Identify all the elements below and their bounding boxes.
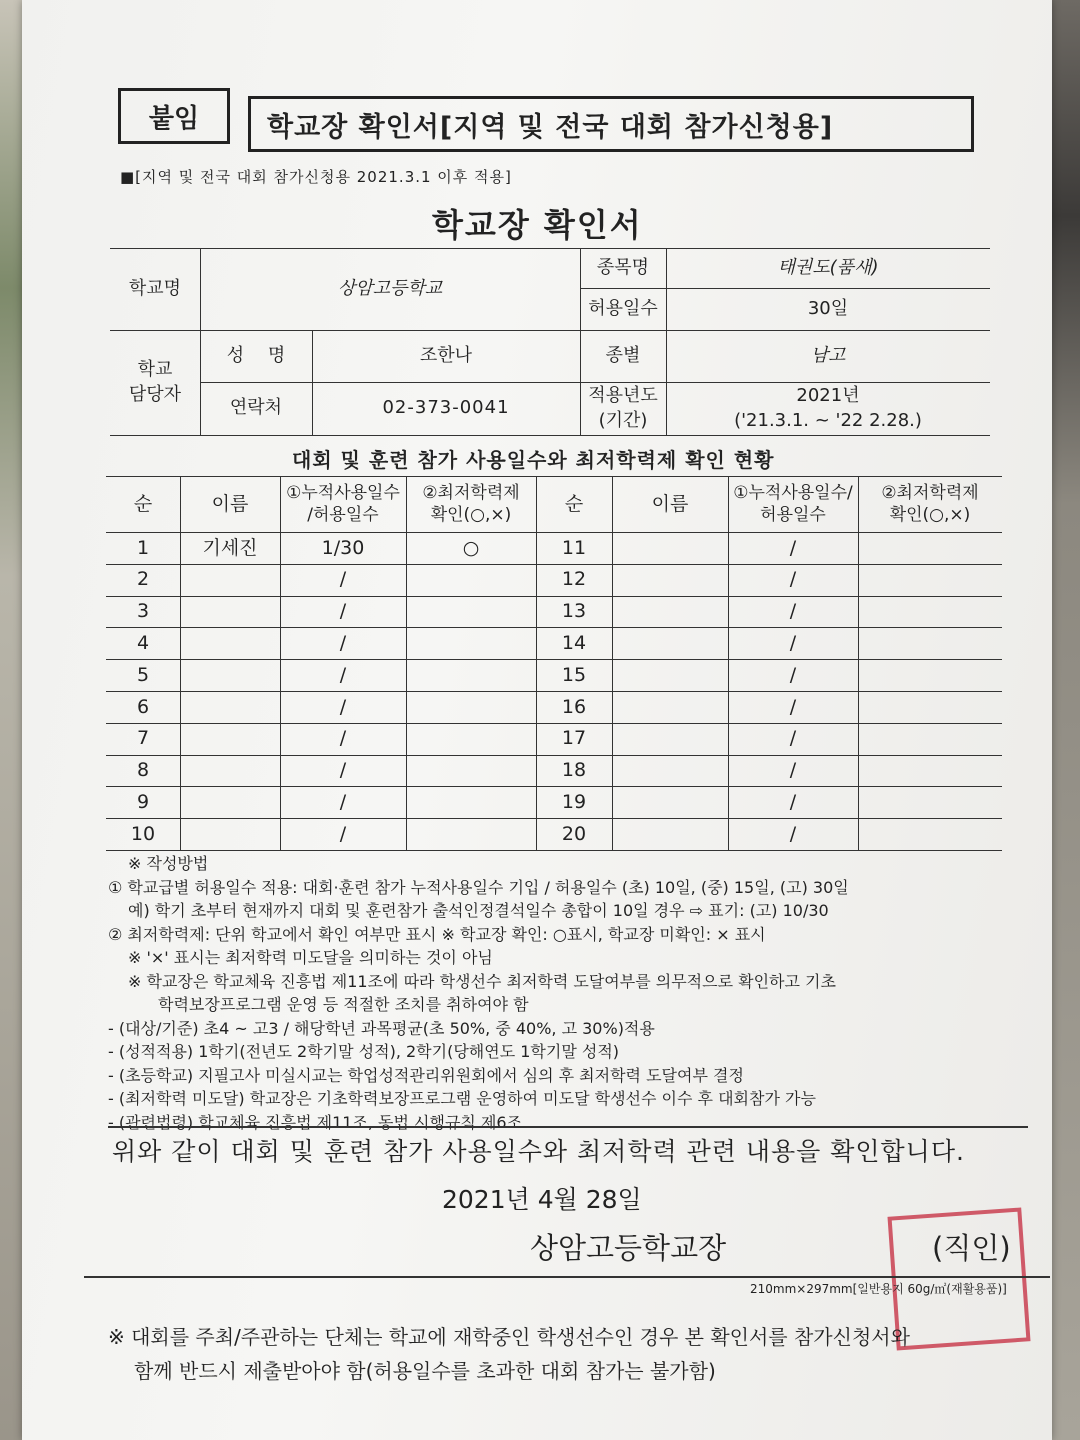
table-cell-name [180,755,280,787]
table-cell-no: 6 [136,695,150,718]
table-cell-name [180,786,280,818]
table-cell-usage: / [789,663,797,686]
method-line: 학력보장프로그램 운영 등 적절한 조치를 취하여야 함 [158,995,529,1014]
table-cell-no: 18 [561,759,587,782]
table-cell-usage: / [339,568,347,591]
usage-status-table [106,476,1002,850]
col-header-academic: ②최저학력제 확인(○,×) [422,482,520,525]
table-cell-usage: / [789,759,797,782]
table-cell-no: 13 [561,600,587,623]
form-title: 학교장 확인서 [432,206,643,244]
table-cell-no: 20 [561,822,587,845]
method-line: ※ 학교장은 학교체육 진흥법 제11조에 따라 학생선수 최저학력 도달여부를 의무적으로 확인하고 기초 [128,971,836,991]
table-cell-usage: / [339,600,347,623]
table-cell-no: 9 [136,790,150,813]
table-cell-no: 2 [136,568,150,591]
paper-spec: 210mm×297mm[일반용지 60g/㎡(재활용품)] [750,1282,1007,1296]
table-cell-usage: / [339,790,347,813]
table-cell-usage: / [789,600,797,623]
table-cell-check [858,755,1002,787]
col-header-no-2: 순 [564,492,584,515]
table-cell-name [180,691,280,723]
category-label: 종별 [605,344,641,366]
table-cell-name [180,723,280,755]
table-cell-no: 16 [561,695,587,718]
method-line: - (최저학력 미도달) 학교장은 기초학력보장프로그램 운영하여 미도달 학생선수 이수 후 대회참가 가능 [108,1089,816,1108]
method-line: - (대상/기준) 초4 ~ 고3 / 해당학년 과목평균(초 50%, 중 40%, 고 30%)적용 [108,1018,655,1038]
table-cell-check [858,596,1002,628]
table-cell-check [858,691,1002,723]
table-cell-usage: / [789,631,797,654]
table-cell-name [612,627,728,659]
table-cell-check [406,691,536,723]
table-cell-no: 10 [130,822,156,845]
col-header-no: 순 [133,492,153,515]
table-cell-check [858,627,1002,659]
applicability-note: ■[지역 및 전국 대회 참가신청용 2021.3.1 이후 적용] [120,168,512,186]
table-cell-name [612,564,728,596]
table-cell-check [406,818,536,850]
table-cell-check [858,564,1002,596]
table-cell-check [858,723,1002,755]
issue-date: 2021년 4월 28일 [442,1185,642,1214]
confirmation-statement: 위와 같이 대회 및 훈련 참가 사용일수와 최저학력 관련 내용을 확인합니다. [112,1137,965,1166]
table-cell-usage: 1/30 [321,536,365,559]
col-header-name-2: 이름 [651,492,689,515]
method-line: ② 최저학력제: 단위 학교에서 확인 여부만 표시 ※ 학교장 확인: ○표시, 학교장 미확인: × 표시 [108,924,766,944]
table-cell-name [612,755,728,787]
table-cell-name [180,564,280,596]
table-cell-no: 11 [561,536,587,559]
method-line: 예) 학기 초부터 현재까지 대회 및 훈련참가 출석인정결석일수 총합이 10일 경우 ⇨ 표기: (고) 10/30 [128,901,829,920]
staff-name-label: 성 명 [226,344,286,366]
method-line: ※ '×' 표시는 최저학력 미도달을 의미하는 것이 아님 [128,948,493,967]
table-cell-usage: / [339,631,347,654]
method-line: - (성적적용) 1학기(전년도 2학기말 성적), 2학기(당해연도 1학기말 성적) [108,1042,620,1061]
writing-method-notes [108,852,1028,1134]
table-cell-name [612,723,728,755]
table-cell-no: 12 [561,568,587,591]
table-cell-no: 15 [561,663,587,686]
table-cell-usage: / [789,695,797,718]
table-cell-usage: / [789,790,797,813]
table-cell-name [180,627,280,659]
document-page [22,0,1052,1440]
table-cell-check [858,786,1002,818]
table-cell-name [612,532,728,564]
table-cell-usage: / [339,822,347,845]
table-cell-check [858,659,1002,691]
table-cell-usage: / [339,663,347,686]
table-cell-check [406,596,536,628]
method-line: - (초등학교) 지필고사 미실시교는 학업성적관리위원회에서 심의 후 최저학력 도달여부 결정 [108,1065,744,1085]
col-header-name: 이름 [211,492,249,515]
table-cell-usage: / [339,727,347,750]
category-value: 남고 [810,344,846,366]
allowed-days-value: 30일 [807,297,849,319]
col-header-academic-2: ②최저학력제 확인(○,×) [881,482,979,525]
school-name-label: 학교명 [128,277,182,299]
table-cell-check [406,723,536,755]
table-cell-check [406,786,536,818]
sport-label: 종목명 [596,256,650,278]
status-section-title: 대회 및 훈련 참가 사용일수와 최저학력제 확인 현황 [292,448,775,472]
table-cell-check [406,627,536,659]
school-info-table [110,248,990,436]
method-line: - (관련법령) 학교체육 진흥법 제11조, 동법 시행규칙 제6조 [108,1112,523,1132]
table-cell-name [612,786,728,818]
allowed-days-label: 허용일수 [588,297,658,319]
table-cell-name: 기세진 [202,536,258,559]
table-cell-name [180,818,280,850]
table-cell-no: 3 [136,600,150,623]
table-cell-name [612,596,728,628]
table-cell-name [612,691,728,723]
sport-value: 태권도(품새) [777,256,879,278]
table-cell-usage: / [339,759,347,782]
table-cell-check [406,755,536,787]
table-cell-check [406,564,536,596]
footer-note: ※ 대회를 주최/주관하는 단체는 학교에 재학중인 학생선수인 경우 본 확인서를 참가신청서와 함께 반드시 제출받아야 함(허용일수를 초과한 대회 참가는 불가함) [108,1325,910,1383]
table-cell-usage: / [789,727,797,750]
table-cell-usage: / [789,536,797,559]
table-cell-check [406,659,536,691]
table-cell-no: 14 [561,631,587,654]
principal-name: 상암고등학교장 [530,1231,727,1265]
table-cell-no: 19 [561,790,587,813]
document-header-title: 학교장 확인서[지역 및 전국 대회 참가신청용] [248,96,974,152]
table-cell-name [180,596,280,628]
contact-value: 02-373-0041 [382,397,510,419]
table-cell-name [612,818,728,850]
table-cell-check [858,532,1002,564]
table-cell-usage: / [339,695,347,718]
table-cell-no: 17 [561,727,587,750]
table-cell-no: 7 [136,727,150,750]
method-line: ① 학교급별 허용일수 적용: 대회·훈련 참가 누적사용일수 기입 / 허용일수 (초) 10일, (중) 15일, (고) 30일 [108,877,849,897]
table-cell-no: 1 [136,536,150,559]
seal-label: (직인) [932,1231,1011,1265]
table-cell-no: 4 [136,631,150,654]
attachment-label: 붙임 [118,88,230,144]
col-header-usage: ①누적사용일수 /허용일수 [286,482,400,525]
period-value: 2021년 ('21.3.1. ~ '22 2.28.) [734,385,922,431]
table-cell-check [858,818,1002,850]
table-cell-usage: / [789,568,797,591]
staff-label: 학교 담당자 [128,359,182,405]
table-cell-check: ○ [462,536,480,559]
table-cell-no: 8 [136,759,150,782]
table-cell-name [180,659,280,691]
period-label: 적용년도 (기간) [588,385,658,431]
staff-name-value: 조한나 [419,344,473,366]
method-title: ※ 작성방법 [128,854,209,873]
table-cell-no: 5 [136,663,150,686]
col-header-usage-2: ①누적사용일수/ 허용일수 [733,482,853,525]
contact-label: 연락처 [229,397,283,419]
table-cell-usage: / [789,822,797,845]
school-name-value: 상암고등학교 [337,277,443,299]
table-cell-name [612,659,728,691]
